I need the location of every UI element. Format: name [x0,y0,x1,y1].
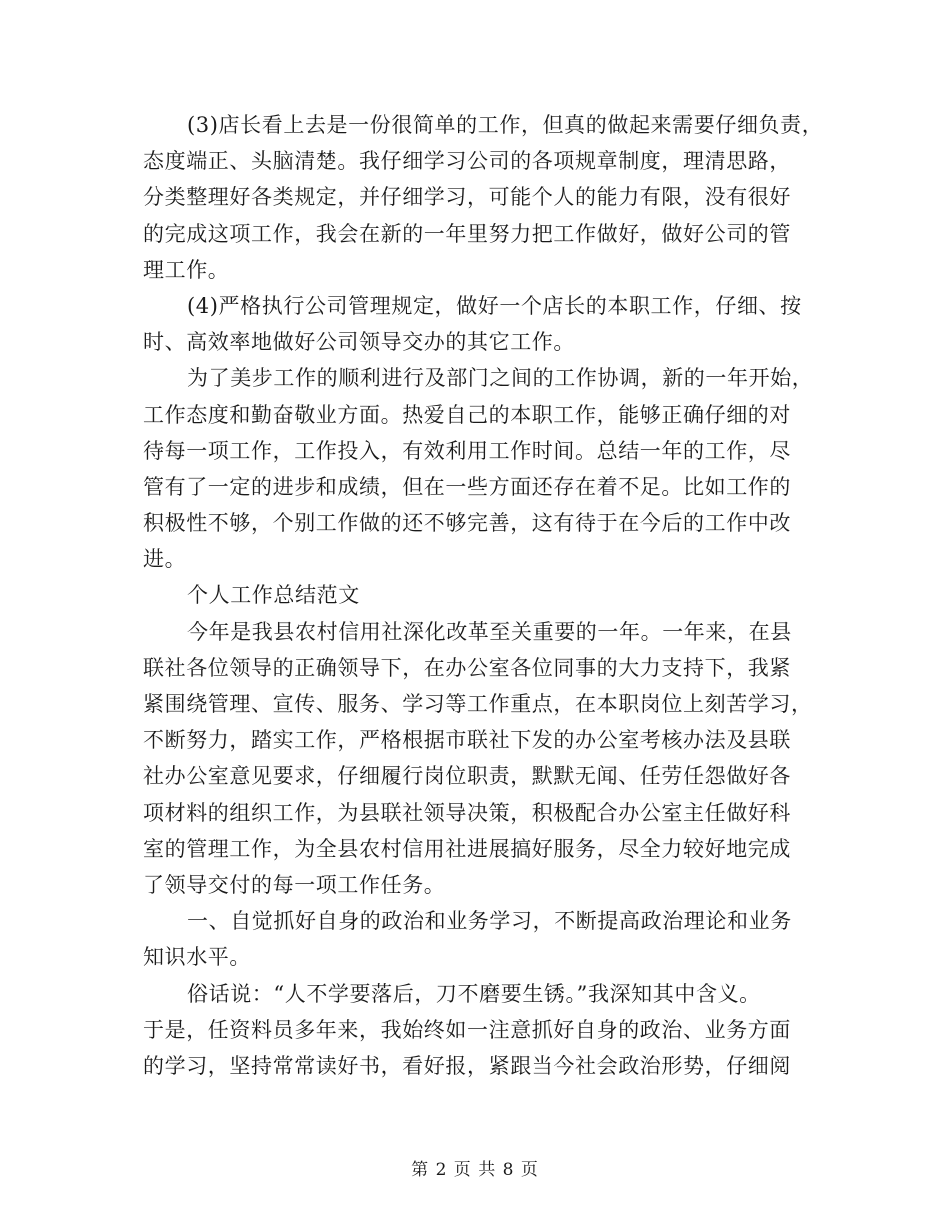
paragraph-line: 为了美步工作的顺利进行及部门之间的工作协调，新的一年开始， [187,366,814,391]
paragraph-line: 俗话说：“人不学要落后，刀不磨要生锈。”我深知其中含义。 [187,981,761,1006]
section-heading: 个人工作总结范文 [187,583,360,608]
paragraph-line: 积极性不够，个别工作做的还不够完善，这有待于在今后的工作中改 [143,511,791,536]
paragraph-line: 于是，任资料员多年来，我始终如一注意抓好自身的政治、业务方面 [143,1017,791,1042]
paragraph-line: 室的管理工作，为全县农村信用社进展搞好服务，尽全力较好地完成 [143,836,791,861]
paragraph-line: (3)店长看上去是一份很简单的工作，但真的做起来需要仔细负责， [187,113,824,137]
paragraph-line: 分类整理好各类规定，并仔细学习，可能个人的能力有限，没有很好 [143,185,791,210]
paragraph-line: 时、高效率地做好公司领导交办的其它工作。 [143,330,575,355]
paragraph-line: 不断努力，踏实工作，严格根据市联社下发的办公室考核办法及县联 [143,728,791,753]
paragraph-line: 一、自觉抓好自身的政治和业务学习，不断提高政治理论和业务 [187,909,792,934]
paragraph-line: 今年是我县农村信用社深化改革至关重要的一年。一年来，在县 [187,619,792,644]
paragraph-line: 社办公室意见要求，仔细履行岗位职责，默默无闻、任劳任怨做好各 [143,764,791,789]
paragraph-line: 待每一项工作，工作投入，有效利用工作时间。总结一年的工作，尽 [143,438,791,463]
paragraph-line: (4)严格执行公司管理规定，做好一个店长的本职工作，仔细、按 [187,293,802,318]
paragraph-line: 工作态度和勤奋敬业方面。热爱自己的本职工作，能够正确仔细的对 [143,402,791,427]
paragraph-line: 知识水平。 [143,945,251,970]
paragraph-line: 项材料的组织工作，为县联社领导决策，积极配合办公室主任做好科 [143,800,791,825]
paragraph-line: 的完成这项工作，我会在新的一年里努力把工作做好，做好公司的管 [143,221,791,246]
paragraph-line: 的学习，坚持常常读好书，看好报，紧跟当今社会政治形势，仔细阅 [143,1053,791,1078]
paragraph-line: 管有了一定的进步和成绩，但在一些方面还存在着不足。比如工作的 [143,474,791,499]
page-number-footer: 第 2 页 共 8 页 [411,1160,539,1180]
paragraph-line: 了领导交付的每一项工作任务。 [143,872,446,897]
document-body [143,107,843,1084]
paragraph-line: 联社各位领导的正确领导下，在办公室各位同事的大力支持下，我紧 [143,655,791,680]
paragraph-line: 进。 [143,547,187,572]
paragraph-line: 态度端正、头脑清楚。我仔细学习公司的各项规章制度，理清思路， [143,149,791,174]
paragraph-line: 理工作。 [143,257,230,282]
paragraph-line: 紧围绕管理、宣传、服务、学习等工作重点，在本职岗位上刻苦学习， [143,692,813,716]
